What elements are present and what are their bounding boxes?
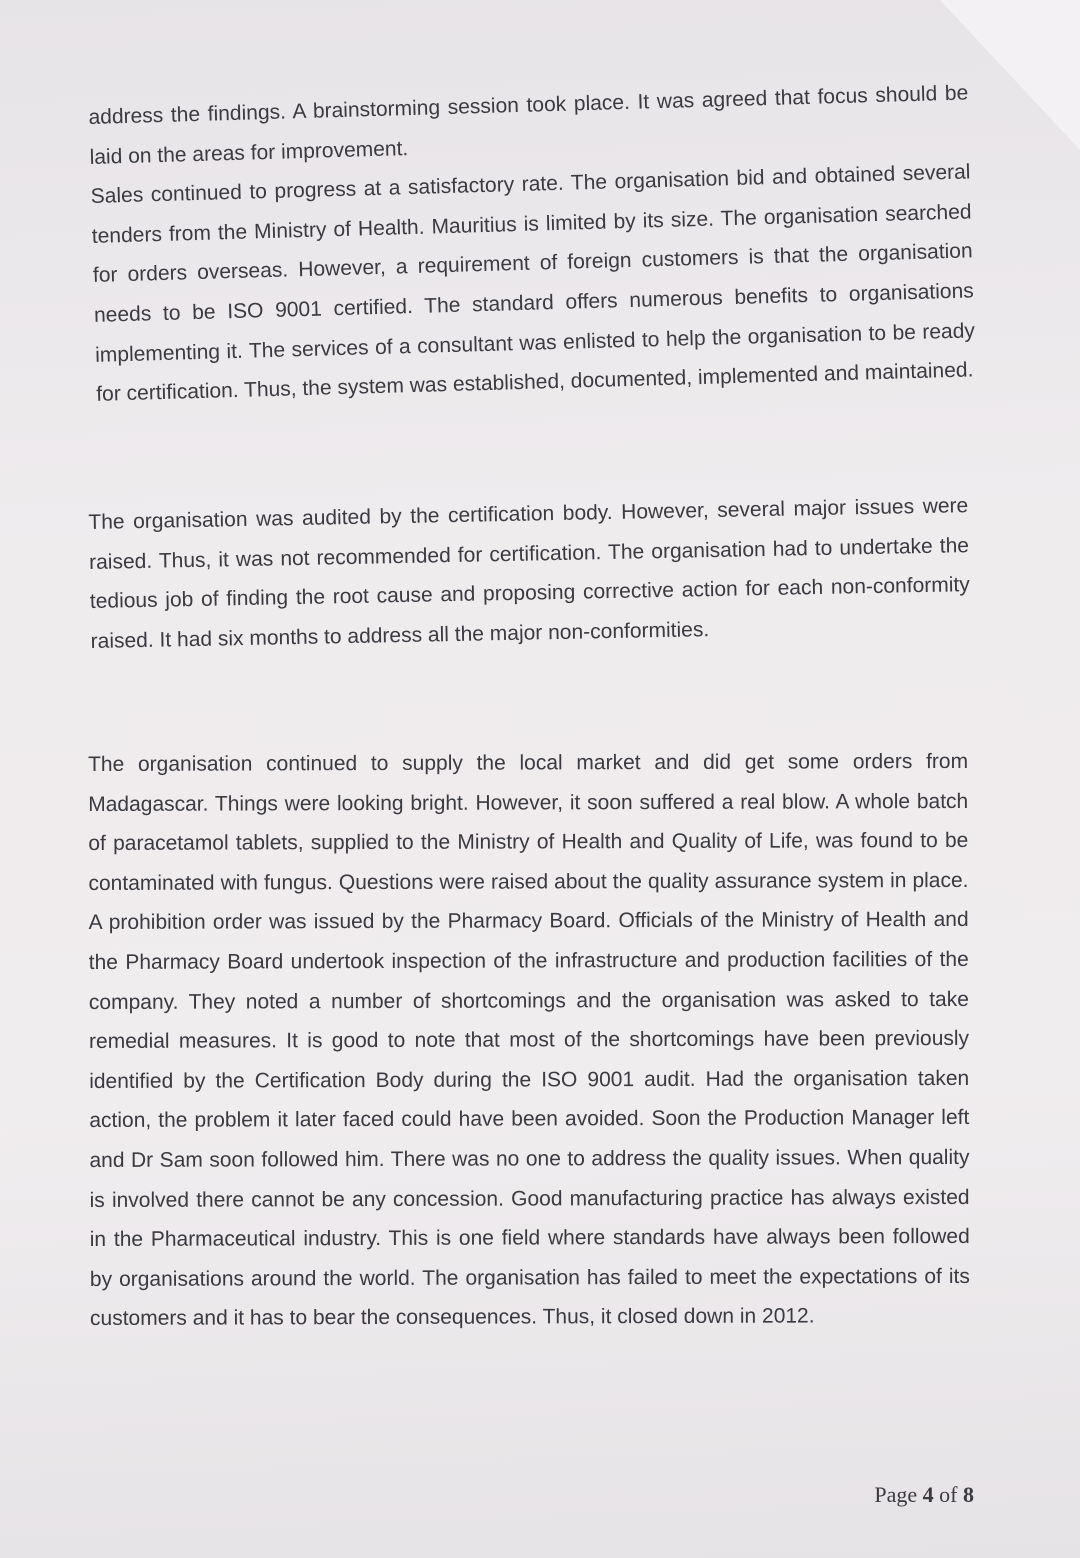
current-page: 4: [922, 1482, 934, 1507]
text-block-closure: [88, 742, 970, 1339]
text-block-top: [88, 73, 977, 414]
paragraph-findings: address the findings. A brainstorming session took place. It was agreed that focus should be laid on the areas for improvement.: [88, 81, 969, 169]
page-number: [874, 1482, 974, 1508]
page-prefix: Page: [874, 1482, 918, 1507]
page-of-label: of: [939, 1482, 958, 1507]
paragraph-closure: The organisation continued to supply the local market and did get some orders from Madagascar. Things were looking bright. However, it soon suffered a real blow. A whole batch of paracetamol tablets, supplied to the Ministry of Health and Quality of Life, was found to be contaminated with fungus. Questions were raised about the quality assurance system in place. A prohibition order was issued by the Pharmacy Board. Officials of the Ministry of Health and the Pharmacy Board undertook inspection of the infrastructure and production facilities of the company. They noted a number of shortcomings and the organisation was asked to take remedial measures. It is good to note that most of the shortcomings have been previously identified by the Certification Body during the ISO 9001 audit. Had the organisation taken action, the problem it later faced could have been avoided. Soon the Production Manager left and Dr Sam soon followed him. There was no one to address the quality issues. When quality is involved there cannot be any concession. Good manufacturing practice has always existed in the Pharmaceutical industry. This is one field where standards have always been followed by organisations around the world. The organisation has failed to meet the expectations of its customers and it has to bear the consequences. Thus, it closed down in 2012.: [88, 749, 970, 1331]
total-pages: 8: [963, 1482, 974, 1507]
paragraph-sales: Sales continued to progress at a satisfactory rate. The organisation bid and obtained several tenders from the Ministry of Health. Mauritius is limited by its size. The organisation searched for orders overseas. However, a requirement of foreign customers is that the organisation needs to be ISO 9001 certified. The standard offers numerous benefits to organisations implementing it. The services of a consultant was enlisted to help the organisation to be ready for certification. Thus, the system was established, documented, implemented and maintained.: [90, 160, 976, 407]
text-block-audit: [88, 486, 971, 661]
paragraph-audit: The organisation was audited by the certification body. However, several major issues were raised. Thus, it was not recommended for certification. The organisation had to undertake the tedious job of finding the root cause and proposing corrective action for each non-conformity raised. It had six months to address all the major non-conformities.: [88, 494, 970, 653]
